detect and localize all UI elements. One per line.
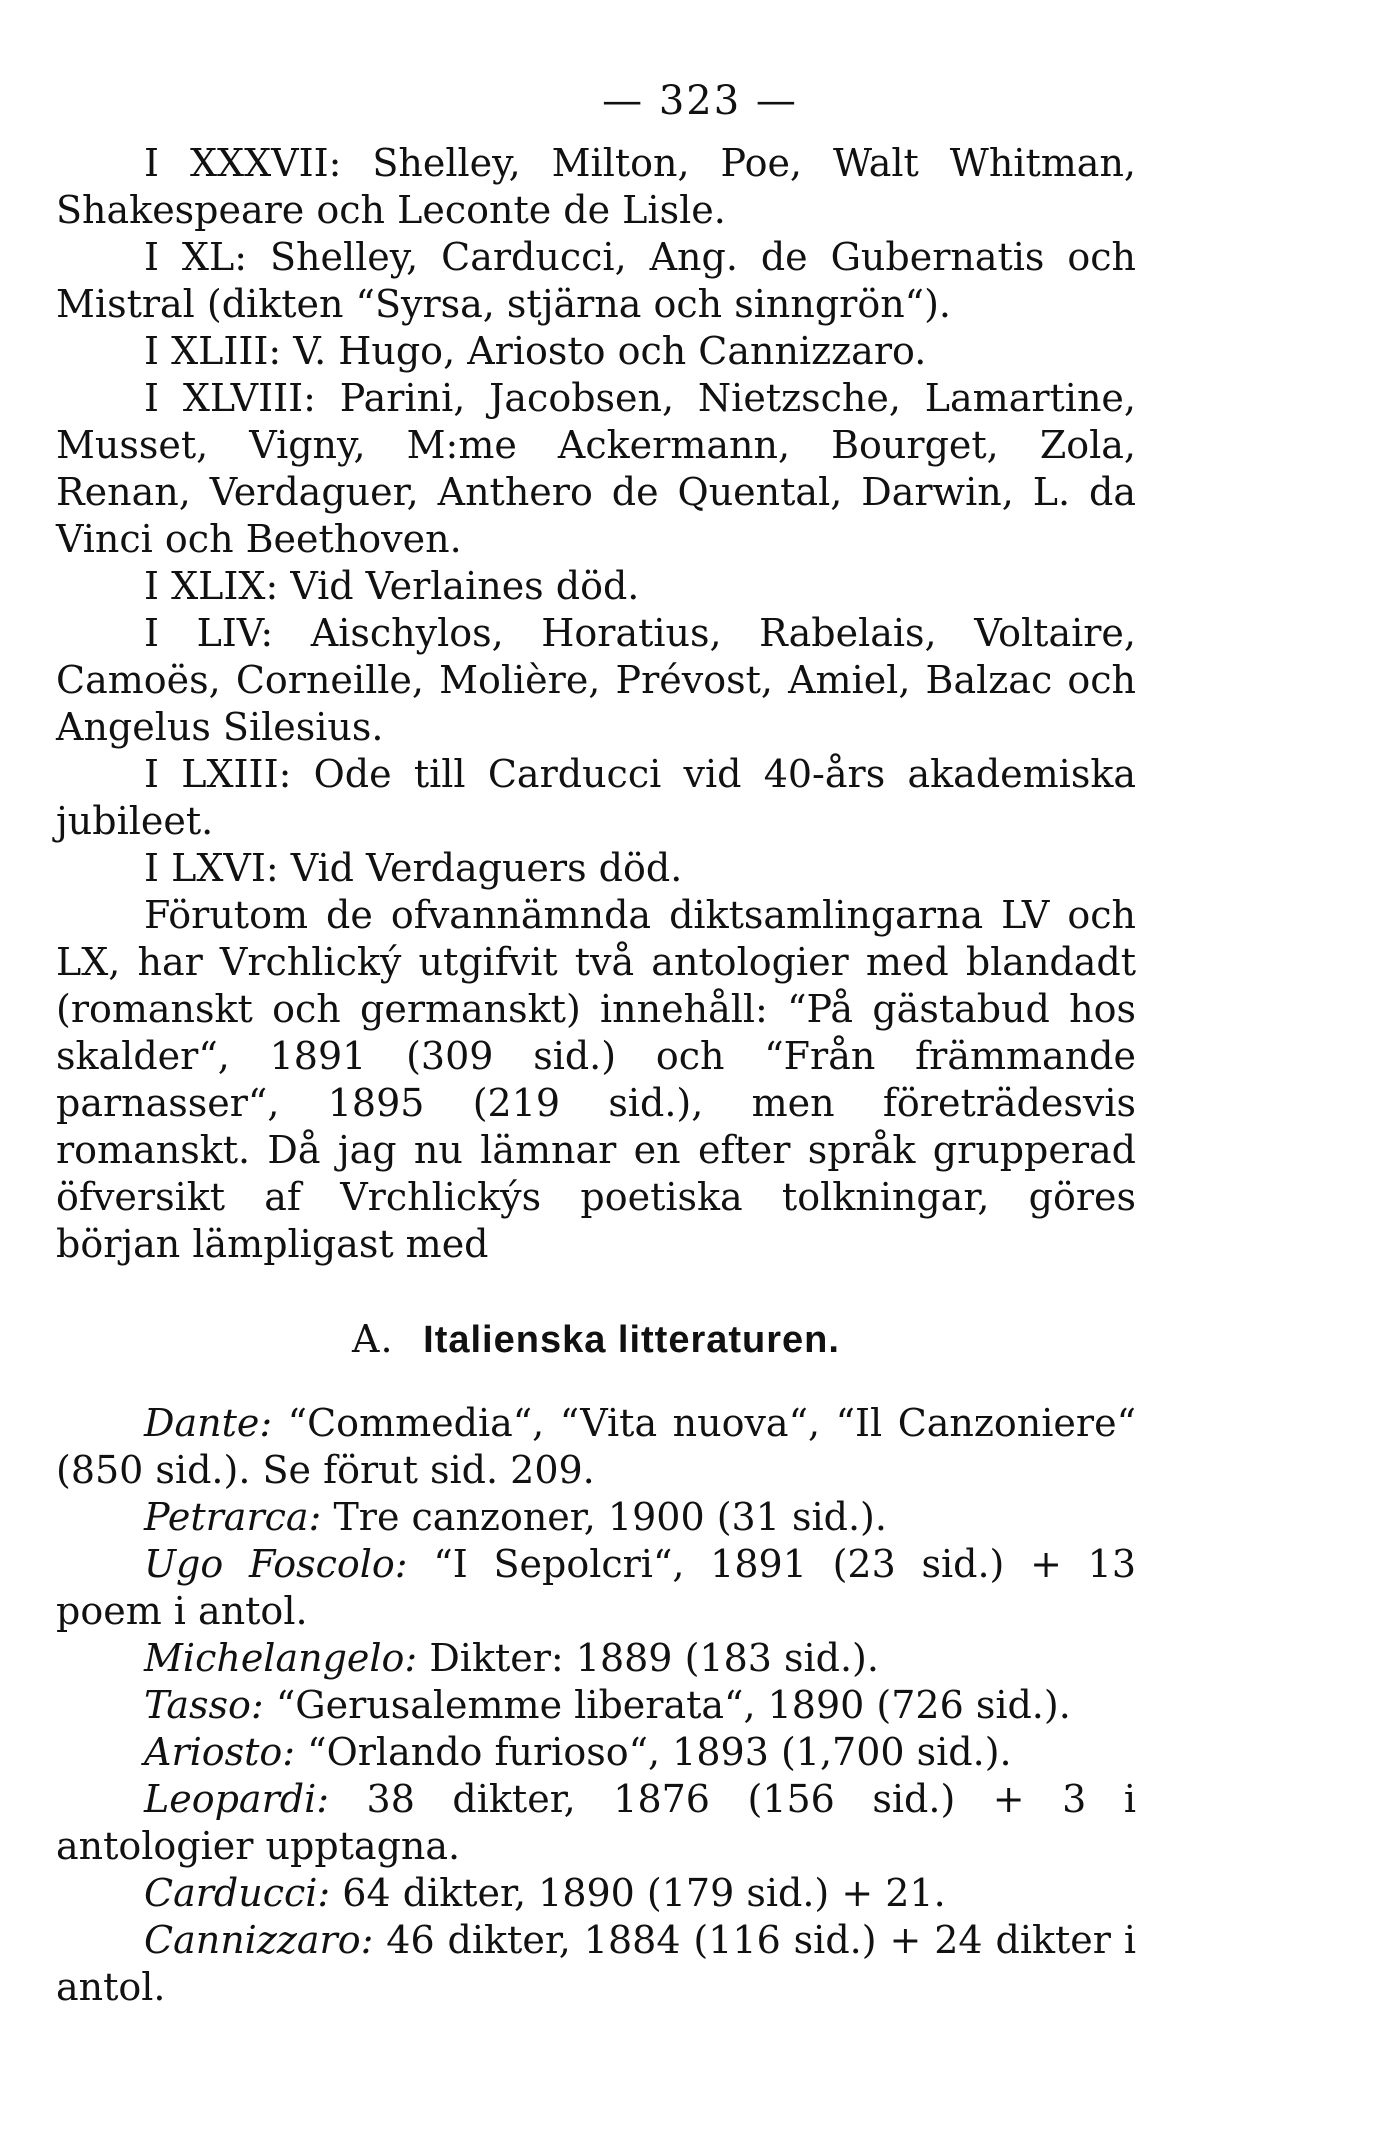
paragraph-forutom: Förutom de ofvannämnda diktsamlingarna LV och LX, har Vrchlický utgifvit två antologier med blandadt (romanskt och germanskt) innehåll: “På gästabud hos skalder“, 1891 (309 sid.) och “Från främmande parnasser“, 1895 (219 sid.), men företrädesvis romanskt. Då jag nu lämnar en efter språk grupperad öfversikt af Vrchlickýs poetiska tolkningar, göres början lämpligast med (56, 893, 1136, 1266)
page-body (56, 140, 1136, 2011)
entry-cannizzaro (56, 1917, 1136, 2011)
paragraph-xliii: I XLIII: V. Hugo, Ariosto och Cannizzaro. (144, 329, 927, 373)
entry-author: Dante: (144, 1401, 273, 1445)
entry-author: Carducci: (144, 1871, 331, 1915)
entry-text: Tre canzoner, 1900 (31 sid.). (321, 1495, 887, 1539)
entry-text: “I Sepolcri“, 1891 (23 sid.) + 13 poem i antol. (56, 1542, 1137, 1633)
section-heading (56, 1316, 1136, 1364)
entry-author: Leopardi: (144, 1777, 330, 1821)
entry-carducci (56, 1870, 1136, 1917)
entry-text: 64 dikter, 1890 (179 sid.) + 21. (330, 1871, 946, 1915)
paragraph-xxxvii: I XXXVII: Shelley, Milton, Poe, Walt Whitman, Shakespeare och Leconte de Lisle. (56, 141, 1136, 232)
paragraph-lxiii: I LXIII: Ode till Carducci vid 40-års akademiska jubileet. (56, 752, 1136, 843)
paragraph-xlix: I XLIX: Vid Verlaines död. (144, 564, 640, 608)
section-title: Italienska litteraturen. (423, 1319, 840, 1361)
entry-text: “Orlando furioso“, 1893 (1,700 sid.). (295, 1730, 1012, 1774)
paragraph-liv: I LIV: Aischylos, Horatius, Rabelais, Voltaire, Camoës, Corneille, Molière, Prévost, Amiel, Balzac och Angelus Silesius. (56, 611, 1136, 749)
paragraph-xlviii: I XLVIII: Parini, Jacobsen, Nietzsche, Lamartine, Musset, Vigny, M:me Ackermann, Bourget, Zola, Renan, Verdaguer, Anthero de Quental, Darwin, L. da Vinci och Beethoven. (56, 376, 1136, 561)
page-number: — 323 — (602, 78, 798, 124)
entry-text: “Gerusalemme liberata“, 1890 (726 sid.). (263, 1683, 1071, 1727)
entry-author: Ariosto: (144, 1730, 296, 1774)
entry-text: Dikter: 1889 (183 sid.). (417, 1636, 879, 1680)
section-letter: A. (352, 1317, 394, 1361)
entry-author: Ugo Foscolo: (144, 1542, 408, 1586)
entry-text: 46 dikter, 1884 (116 sid.) + 24 dikter i antol. (56, 1918, 1136, 2009)
entry-author: Tasso: (144, 1683, 264, 1727)
entry-author: Cannizzaro: (144, 1918, 374, 1962)
paragraph-xl: I XL: Shelley, Carducci, Ang. de Gubernatis och Mistral (dikten “Syrsa, stjärna och sinngrön“). (56, 235, 1136, 326)
entry-tasso (56, 1682, 1136, 1729)
entry-author: Petrarca: (144, 1495, 322, 1539)
paragraph-lxvi: I LXVI: Vid Verdaguers död. (144, 846, 683, 890)
entry-ariosto (56, 1729, 1136, 1776)
entry-text: 38 dikter, 1876 (156 sid.) + 3 i antologier upptagna. (56, 1777, 1136, 1868)
entry-leopardi (56, 1776, 1136, 1870)
entry-author: Michelangelo: (144, 1636, 418, 1680)
entry-petrarca (56, 1494, 1136, 1541)
entry-foscolo (56, 1541, 1136, 1635)
entry-michelangelo (56, 1635, 1136, 1682)
entry-dante (56, 1400, 1136, 1494)
entry-text: “Commedia“, “Vita nuova“, “Il Canzoniere“ (850 sid.). Se förut sid. 209. (56, 1401, 1136, 1492)
